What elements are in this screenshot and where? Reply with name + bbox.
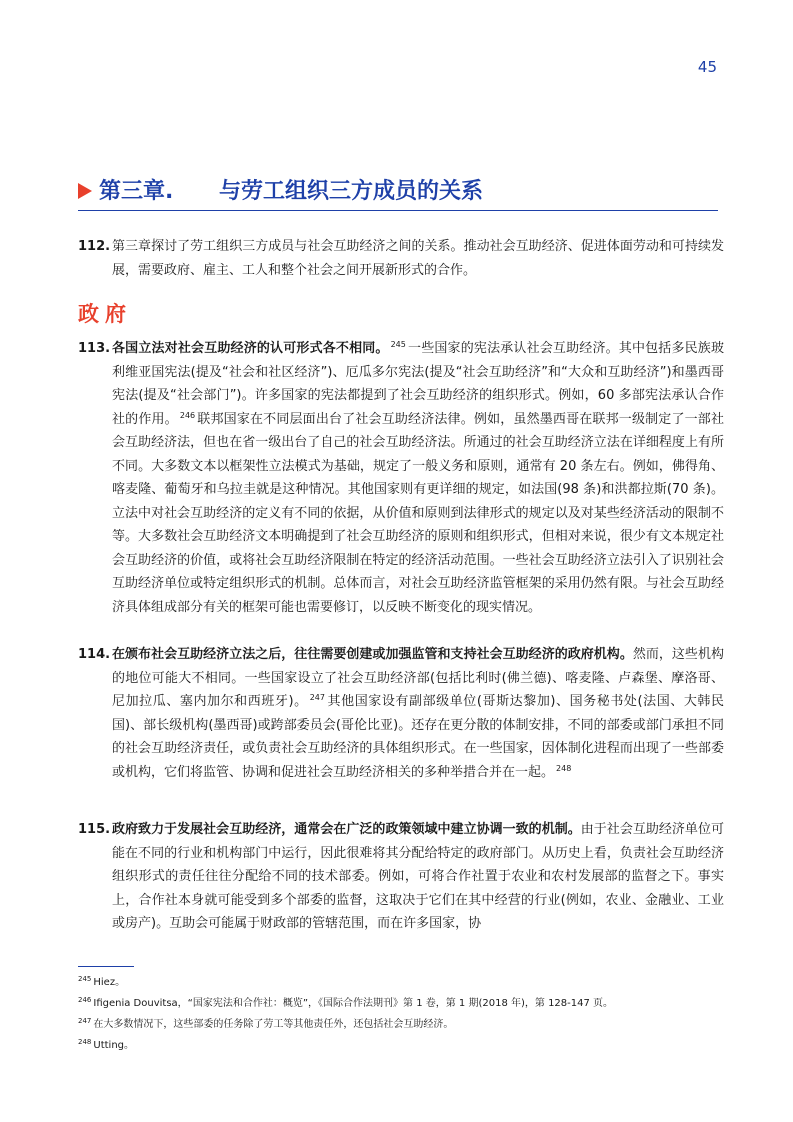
paragraph-number: 112. xyxy=(78,239,111,254)
chapter-number: 第三章. xyxy=(99,179,174,204)
paragraph-112 xyxy=(78,235,724,282)
footnote-ref[interactable]: 245 xyxy=(390,340,406,349)
paragraph-text: 第三章探讨了劳工组织三方成员与社会互助经济之间的关系。推动社会互助经济、促进体面劳动和可持续发展，需要政府、雇主、工人和整个社会之间开展新形式的合作。 xyxy=(112,239,724,278)
paragraph-lead: 在颁布社会互助经济立法之后，往往需要创建或加强监管和支持社会互助经济的政府机构。 xyxy=(112,647,633,662)
paragraph-115 xyxy=(78,818,724,936)
footnote-246: $^{246}$ Ifigenia Douvitsa，“国家宪法和合作社：概览”，《国际合作法期刊》第 1 卷，第 1 期(2018 年)，第 128-147 页。 xyxy=(78,996,614,1009)
page-number: 45 xyxy=(697,58,717,76)
footnote-ref[interactable]: 246 xyxy=(179,410,196,420)
chapter-heading xyxy=(78,172,718,211)
paragraph-text: 各国立法对社会互助经济的认可形式各不相同。 $^{245}$ 一些国家的宪法承认社会互助经济。其中包括多民族玻利维亚国宪法(提及“社会和社区经济”)、厄瓜多尔宪法(提及“社会互助经济”和“大众和互助经济”)和墨西哥宪法(提及“社会部门”)。许多国家的宪法都提到了社会互助经济的组织形式。例如，60 多部宪法承认合作社的作用。 $^{246}$ 联邦国家在不同层面出台了社会互助经济法律。例如，虽然墨西哥在联邦一级制定了一部社会互助经济法，但也在省一级出台了自己的社会互助经济法。所通过的社会互助经济立法在详细程度上有所不同。大多数文本以框架性立法模式为基础，规定了一般义务和原则，通常有 20 条左右。例如，佛得角、喀麦隆、葡萄牙和乌拉圭就是这种情况。其他国家则有更详细的规定，如法国(98 条)和洪都拉斯(70 条)。立法中对社会互助经济的定义有不同的依据，从价值和原则到法律形式的规定以及对某些经济活动的限制不等。大多数社会互助经济文本明确提到了社会互助经济的原则和组织形式，但相对来说，很少有文本规定社会互助经济的价值，或将社会互助经济限制在特定的经济活动范围。一些社会互助经济立法引入了识别社会互助经济单位或特定组织形式的机制。总体而言，对社会互助经济监管框架的采用仍然有限。与社会互助经济具体组成部分有关的框架可能也需要修订，以反映不断变化的现实情况。 xyxy=(112,340,724,615)
paragraph-number: 114. xyxy=(78,647,111,662)
paragraph-text: 在颁布社会互助经济立法之后，往往需要创建或加强监管和支持社会互助经济的政府机构。然而，这些机构的地位可能大不相同。一些国家设立了社会互助经济部(包括比利时(佛兰德)、喀麦隆、卢森堡、摩洛哥、尼加拉瓜、塞内加尔和西班牙)。 $^{247}$ 其他国家设有副部级单位(哥斯达黎加)、国务秘书处(法国、大韩民国)、部长级机构(墨西哥)或跨部委员会(哥伦比亚)。还存在更分散的体制安排，不同的部委或部门承担不同的社会互助经济责任，或负责社会互助经济的具体组织形式。在一些国家，因体制化进程而出现了一些部委或机构，它们将监管、协调和促进社会互助经济相关的多种举措合并在一起。 $^{248}$ xyxy=(112,647,725,780)
triangle-bullet-icon xyxy=(78,183,92,199)
paragraph-114 xyxy=(78,643,724,784)
paragraph-number: 115. xyxy=(78,822,111,837)
footnote-ref[interactable]: 247 xyxy=(309,693,325,702)
footnote-248: $^{248}$ Utting。 xyxy=(78,1038,134,1051)
section-heading-government: 政府 xyxy=(78,302,132,326)
footnote-247: $^{247}$ 在大多数情况下，这些部委的任务除了劳工等其他责任外，还包括社会互助经济。 xyxy=(78,1017,454,1030)
paragraph-lead: 各国立法对社会互助经济的认可形式各不相同。 xyxy=(112,341,389,356)
paragraph-text: 政府致力于发展社会互助经济，通常会在广泛的政策领域中建立协调一致的机制。由于社会互助经济单位可能在不同的行业和机构部门中运行，因此很难将其分配给特定的政府部门。从历史上看，负责社会互助经济组织形式的责任往往分配给不同的技术部委。例如，可将合作社置于农业和农村发展部的监督之下。事实上，合作社本身就可能受到多个部委的监督，这取决于它们在其中经营的行业(例如，农业、金融业、工业或房产)。互助会可能属于财政部的管辖范围，而在许多国家，协 xyxy=(112,822,724,931)
paragraph-113 xyxy=(78,337,724,619)
chapter-title: 与劳工组织三方成员的关系 xyxy=(219,179,484,204)
paragraph-number: 113. xyxy=(78,341,111,356)
footnote-separator xyxy=(78,966,134,967)
paragraph-lead: 政府致力于发展社会互助经济，通常会在广泛的政策领域中建立协调一致的机制。 xyxy=(112,822,581,837)
footnote-ref[interactable]: 248 xyxy=(556,763,572,773)
footnote-245: $^{245}$ Hiez。 xyxy=(78,975,126,988)
